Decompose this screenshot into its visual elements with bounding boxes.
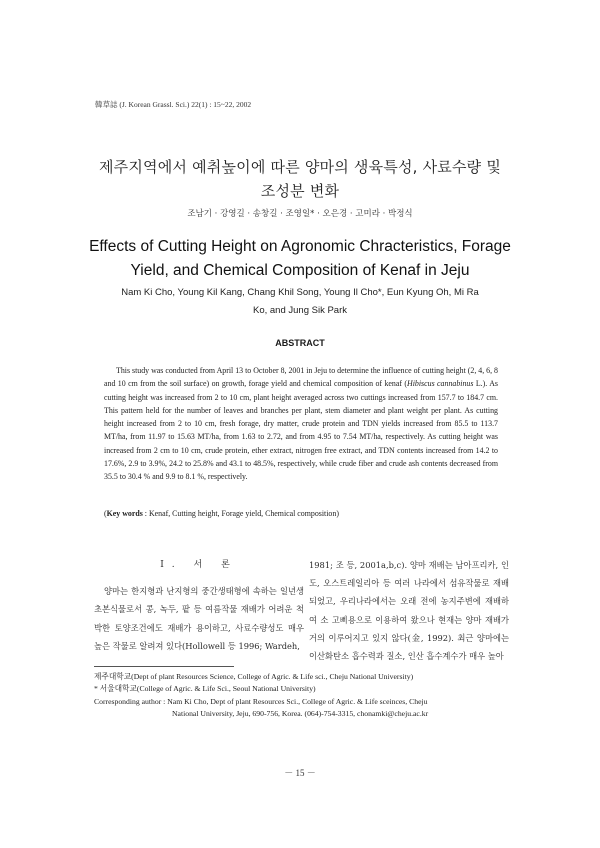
korean-title-line-1: 제주지역에서 예취높이에 따른 양마의 생육특성, 사료수량 및: [98, 158, 502, 176]
english-title-line-2: Yield, and Chemical Composition of Kenaf in Jeju: [130, 262, 470, 279]
footnote-corresponding-address: National University, Jeju, 690-756, Korea. (064)-754-3315, chonamki@cheju.ac.kr: [172, 708, 429, 718]
footnote-divider: [94, 666, 234, 667]
page-number: － 15 －: [284, 768, 316, 778]
journal-reference: 韓草誌 (J. Korean Grassl. Sci.) 22(1) : 15~22, 2002: [95, 100, 252, 109]
left-column-text: 양마는 한지형과 난지형의 중간생태형에 속하는 일년생 초본식물로서 콩, 녹두, 팥 등 여름작물 재배가 어려운 척박한 토양조건에도 재배가 용이하고, 사료수량성도 매우 높은 작물로 알려져 있다(Hollowell 등 1996; Wardeh,: [94, 586, 304, 651]
keywords-label: Key words: [106, 509, 143, 518]
abstract-heading: ABSTRACT: [275, 338, 325, 348]
english-authors-line-1: Nam Ki Cho, Young Kil Kang, Chang Khil Song, Young Il Cho*, Eun Kyung Oh, Mi Ra: [121, 287, 479, 298]
keywords: (Key words : Kenaf, Cutting height, Forage yield, Chemical composition): [104, 509, 339, 518]
footnote-affiliation-1: 제주대학교(Dept of plant Resources Science, College of Agric. & Life sci., Cheju National University): [94, 672, 414, 681]
abstract-text-part-2: L.). As cutting height was increased from 2 to 10 cm, plant height averaged across two cuttings increased from 157.7 to 184.7 cm. This pattern held for the number of leaves and branches per plant, stem diameter and plant weight per plant. As cutting height increased from 2 to 10 cm, fresh forage, dry matter, crude protein and TDN yields increased from 85.5 to 113.7 MT/ha, from 11.97 to 15.63 MT/ha, from 1.63 to 2.72, and from 4.95 to 7.54 MT/ha, respectively. As cutting height was increased from 2 cm to 10 cm, crude protein, ether extract, nitrogen free extract, and TDN contents increased from 14.2 to 17.6%, 2.9 to 3.9%, 24.2 to 25.8% and 43.1 to 48.5%, respectively, while crude fiber and crude ash contents decreased from 35.5 to 30.4 % and 9.9 to 8.1 %, respectively.: [104, 379, 498, 482]
footnote-corresponding-author: Corresponding author : Nam Ki Cho, Dept of plant Resources Sci., College of Agric. & Life sceinces, Cheju: [94, 696, 428, 706]
korean-authors: 조남기 · 강영길 · 송창길 · 조영일* · 오은경 · 고미라 · 박정식: [187, 209, 413, 219]
english-authors-line-2: Ko, and Jung Sik Park: [253, 305, 347, 316]
keywords-text: : Kenaf, Cutting height, Forage yield, Chemical composition): [142, 509, 339, 518]
body-right-column: [309, 556, 509, 665]
section-heading-introduction: Ⅰ. 서 론: [160, 560, 238, 570]
abstract-body: [104, 364, 498, 484]
body-left-column: [94, 556, 304, 655]
korean-title-line-2: 조성분 변화: [260, 182, 340, 200]
english-title-line-1: Effects of Cutting Height on Agronomic Chracteristics, Forage: [89, 238, 511, 255]
abstract-text-part-1: This study was conducted from April 13 to October 8, 2001 in Jeju to determine the influence of cutting height (2, 4, 6, 8 and 10 cm from the soil surface) on growth, forage yield and chemical composition of kenaf (: [104, 366, 498, 389]
footnote-affiliation-2: * 서울대학교(College of Agric. & Life Sci., Seoul National University): [94, 684, 316, 694]
right-column-text: 1981; 조 등, 2001a,b,c). 양마 재배는 남아프리카, 인도, 오스트레일리아 등 여러 나라에서 섬유작물로 재배되었고, 우리나라에서는 오래 전에 농지주변에 재배하여 소 고삐용으로 이용하여 왔으나 현재는 양마 재배가 거의 이루어지고 있지 않다(金, 1992). 최근 양마에는 이산화탄소 흡수력과 질소, 인산 흡수계수가 매우 높아: [309, 560, 509, 662]
footnotes: [94, 671, 504, 720]
species-name: Hibiscus cannabinus: [407, 379, 474, 389]
